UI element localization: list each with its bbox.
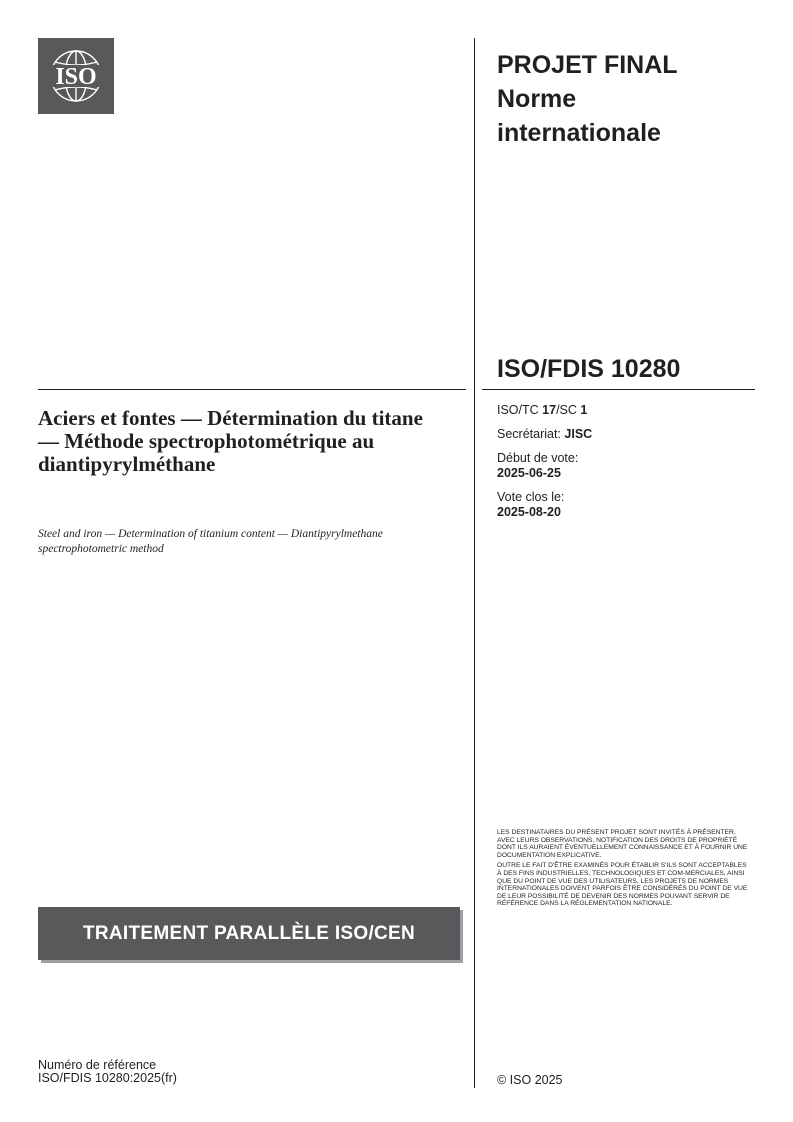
vertical-divider [474, 38, 475, 1088]
document-number: ISO/FDIS 10280 [497, 355, 681, 383]
copyright: © ISO 2025 [497, 1073, 563, 1087]
horizontal-divider-left [38, 389, 466, 390]
committee-line: ISO/TC 17/SC 1 [497, 403, 588, 417]
recipient-notice [497, 829, 752, 911]
status-line-1: PROJET FINAL [497, 51, 678, 79]
globe-icon [38, 38, 114, 114]
notice-paragraph-1: LES DESTINATAIRES DU PRÉSENT PROJET SONT INVITÉS À PRÉSENTER, AVEC LEURS OBSERVATIONS, NOTIFICATION DES DROITS DE PROPRIÉTÉ DONT ILS AURAIENT ÉVENTUELLEMENT CONNAISSANCE ET À FOURNIR UNE DOCUMENTATION EXPLICATIVE. [497, 829, 748, 859]
notice-paragraph-2: OUTRE LE FAIT D'ÊTRE EXAMINÉS POUR ÉTABLIR S'ILS SONT ACCEPTABLES À DES FINS INDUSTRIELLES, TECHNOLOGIQUES ET COM-MERCIALES, AINSI QUE DU POINT DE VUE DES UTILISATEURS, LES PROJETS DE NORMES INTERNATIONALES DOIVENT PARFOIS ÊTRE CONSIDÉRÉS DU POINT DE VUE DE LEUR POSSIBILITÉ DE DEVENIR DES NORMES POUVANT SERVIR DE RÉFÉRENCE DANS LA RÉGLEMENTATION NATIONALE. [497, 862, 748, 908]
reference-number [38, 1059, 177, 1085]
reference-value: ISO/FDIS 10280:2025(fr) [38, 1071, 177, 1085]
english-title: Steel and iron — Determination of titanium content — Diantipyrylmethane spectrophotometric method [38, 528, 383, 555]
vote-start: Début de vote: 2025-06-25 [497, 451, 579, 480]
document-metadata [497, 403, 747, 529]
logo-text: ISO [55, 64, 97, 90]
french-title: Aciers et fontes — Détermination du titane — Méthode spectrophotométrique au diantipyrylméthane [38, 406, 423, 476]
vote-end: Vote clos le: 2025-08-20 [497, 490, 565, 519]
status-line-3: internationale [497, 119, 661, 147]
iso-logo [38, 38, 114, 114]
horizontal-divider-right [482, 389, 755, 390]
status-line-2: Norme [497, 85, 577, 113]
secretariat-line: Secrétariat: JISC [497, 427, 593, 441]
document-status [497, 48, 757, 150]
reference-label: Numéro de référence [38, 1058, 157, 1072]
parallel-processing-banner: TRAITEMENT PARALLÈLE ISO/CEN [38, 907, 460, 960]
